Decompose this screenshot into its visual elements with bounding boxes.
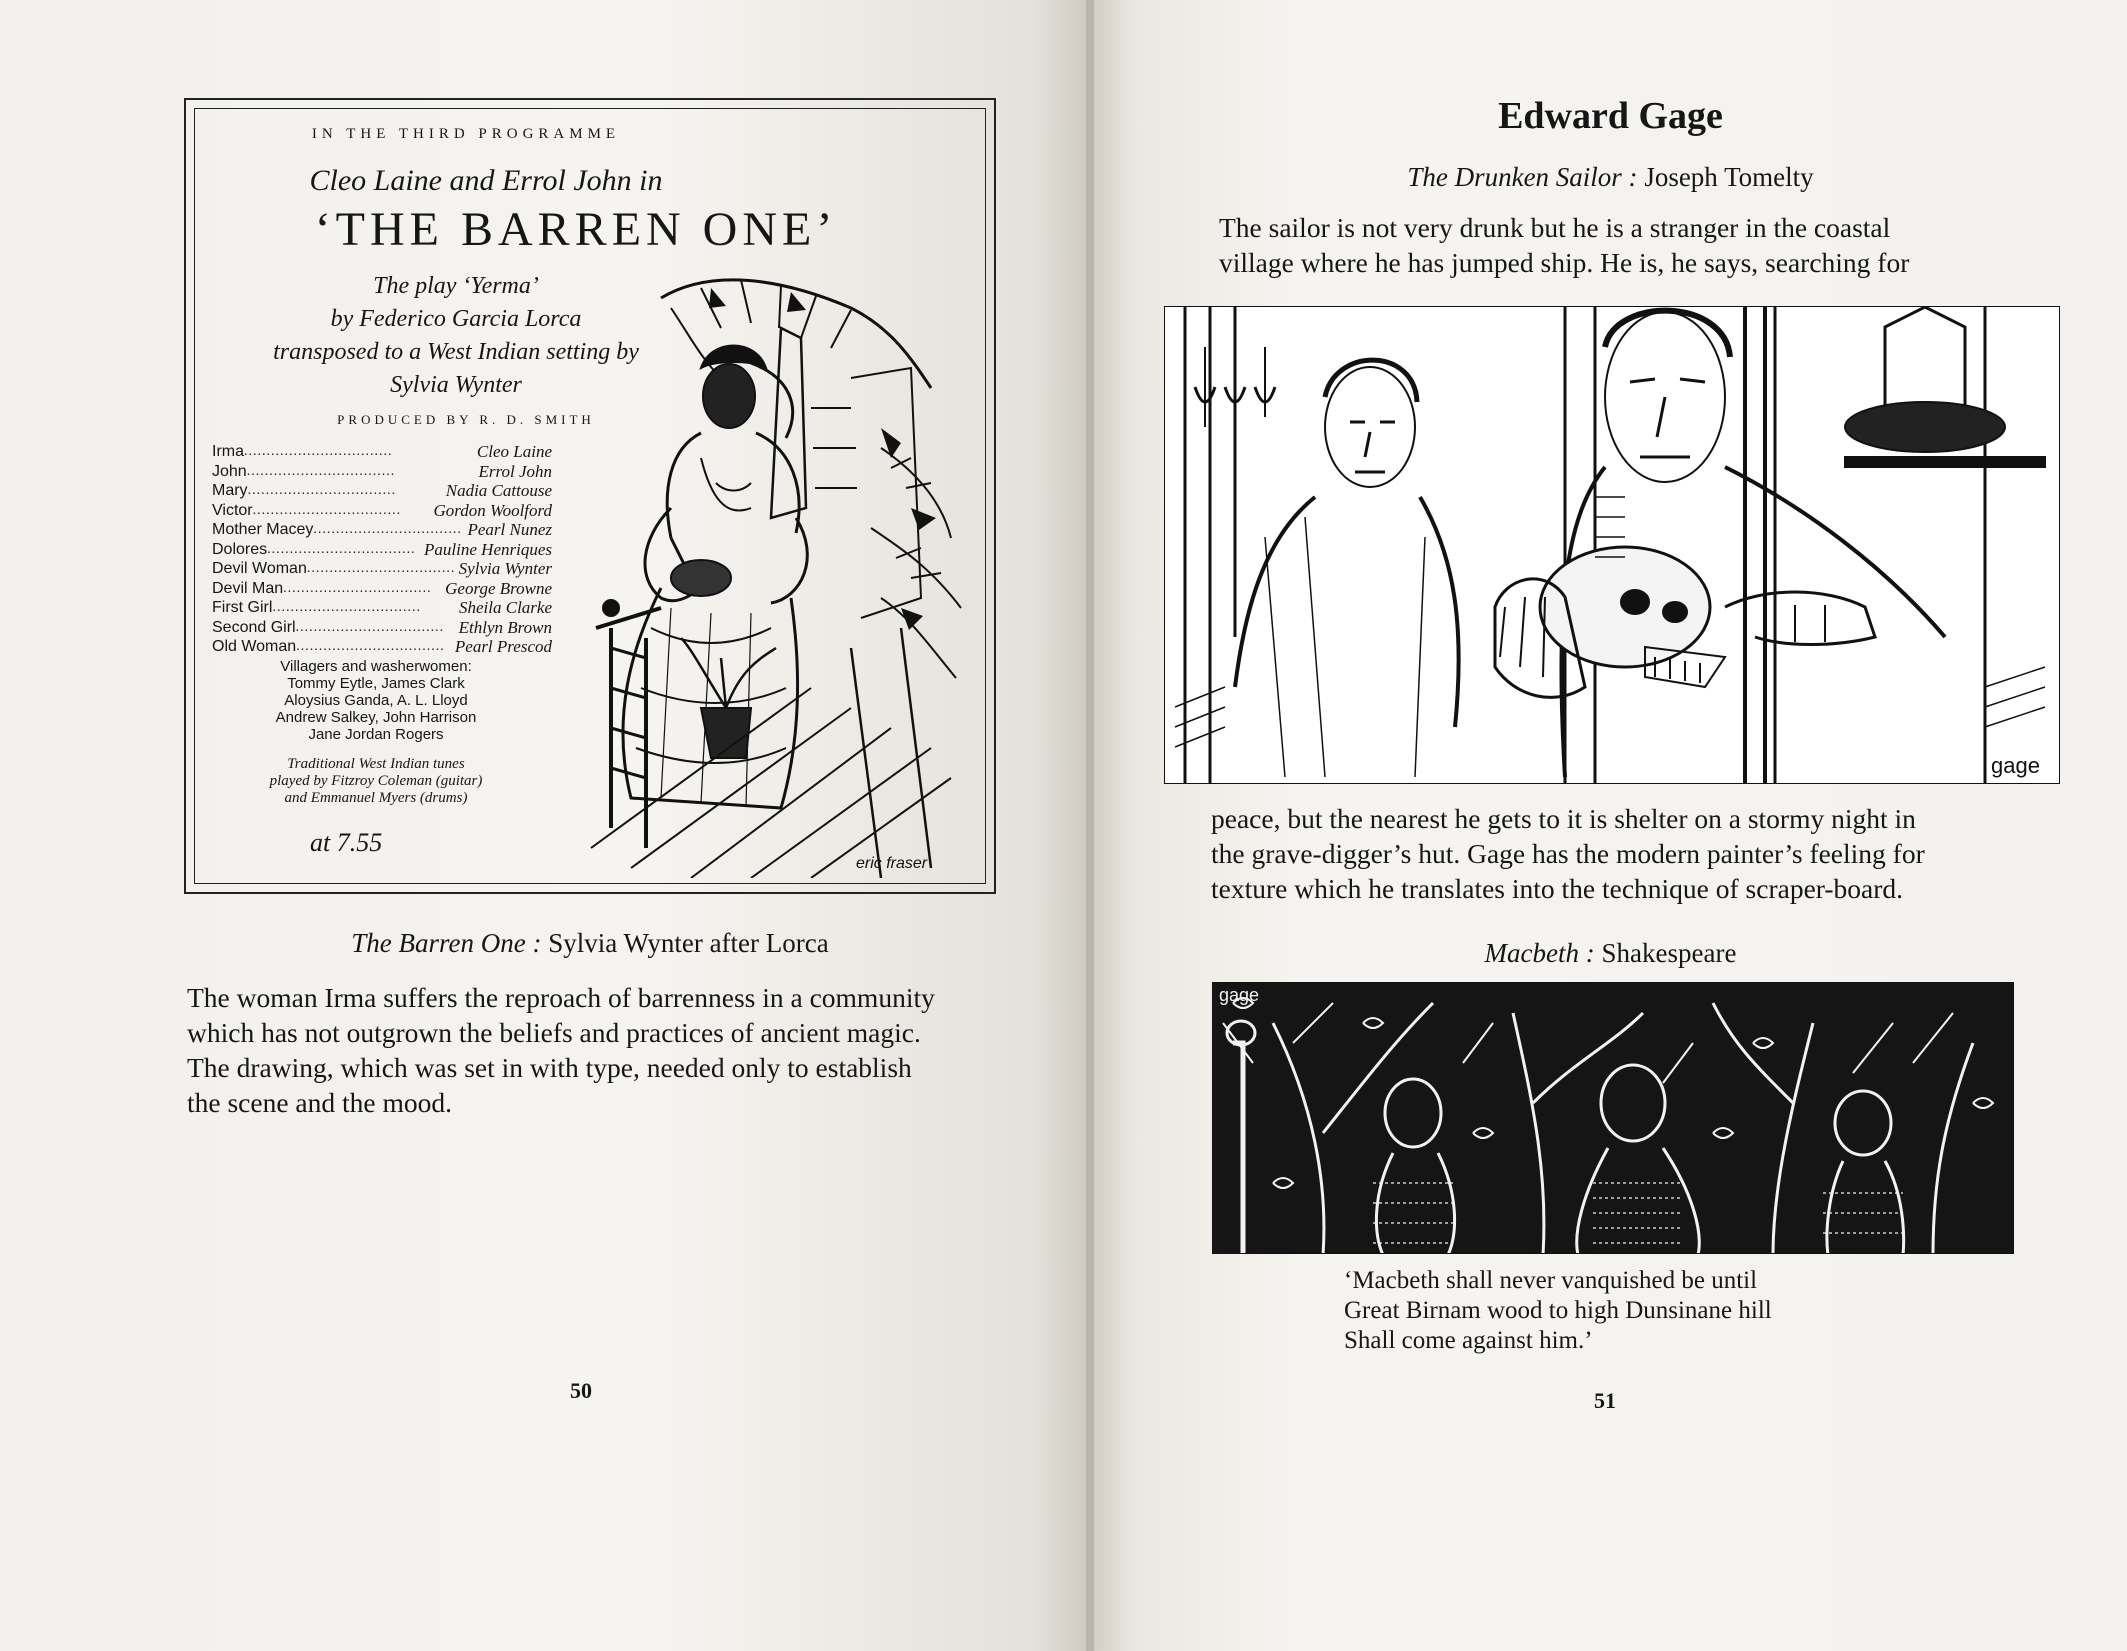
barren-one-illustration bbox=[551, 268, 971, 878]
cast-actor: Sylvia Wynter bbox=[458, 559, 552, 578]
left-caption-title: The Barren One : bbox=[351, 928, 542, 958]
cast-actor: George Browne bbox=[445, 578, 552, 598]
drunken-sailor-caption-credit: Joseph Tomelty bbox=[1637, 162, 1814, 192]
macbeth-signature: gage bbox=[1219, 985, 1260, 1005]
drunken-sailor-signature: gage bbox=[1991, 753, 2040, 778]
cast-actor: Pauline Henriques bbox=[424, 539, 552, 559]
right-para-2 bbox=[1211, 801, 2019, 906]
macbeth-illustration bbox=[1212, 982, 2014, 1254]
cast-list bbox=[212, 442, 552, 657]
cast-row: Mother Macey ................................. Pearl Nunez bbox=[212, 520, 552, 539]
right-para-2-line: texture which he translates into the technique of scraper-board. bbox=[1211, 873, 1904, 904]
book-gutter bbox=[1086, 0, 1094, 1651]
right-para-2-line: peace, but the nearest he gets to it is shelter on a stormy night in bbox=[1211, 803, 1916, 834]
cast-row: Old Woman ................................. Pearl Prescod bbox=[212, 637, 552, 656]
cast-row: John ................................. Errol John bbox=[212, 461, 552, 481]
cast-actor: Pearl Nunez bbox=[467, 520, 552, 539]
advert-play-line: by Federico Garcia Lorca bbox=[330, 306, 582, 332]
quote-line: Shall come against him.’ bbox=[1344, 1327, 1593, 1354]
advert-play-line: The play ‘Yerma’ bbox=[373, 273, 539, 299]
cast-role: First Girl bbox=[212, 599, 273, 616]
left-caption-credit: Sylvia Wynter after Lorca bbox=[541, 928, 829, 958]
left-body-line: The drawing, which was set in with type, needed only to establish bbox=[187, 1052, 912, 1083]
cast-row: Dolores ................................. Pauline Henriques bbox=[212, 539, 552, 559]
left-body-paragraph bbox=[187, 980, 989, 1120]
villagers-line: Andrew Salkey, John Harrison bbox=[275, 709, 477, 726]
radio-advert bbox=[184, 98, 996, 894]
left-body-line: the scene and the mood. bbox=[187, 1087, 452, 1118]
cast-actor: Gordon Woolford bbox=[433, 500, 552, 520]
cast-role: Victor bbox=[212, 501, 253, 519]
cast-actor: Errol John bbox=[478, 461, 552, 481]
villagers-credit bbox=[206, 658, 546, 743]
left-page-number: 50 bbox=[570, 1378, 592, 1403]
cast-row: Irma ................................. Cleo Laine bbox=[212, 442, 552, 461]
macbeth-quote bbox=[1344, 1266, 1772, 1356]
left-caption bbox=[184, 928, 996, 959]
cast-row: Devil Man ................................. George Browne bbox=[212, 578, 552, 598]
music-line: Traditional West Indian tunes bbox=[287, 756, 465, 772]
cast-role: Mary bbox=[212, 482, 248, 499]
cast-row: Devil Woman ................................. Sylvia Wynter bbox=[212, 559, 552, 578]
music-credit bbox=[206, 756, 546, 807]
cast-actor: Sheila Clarke bbox=[458, 598, 552, 617]
cast-row: Mary ................................. Nadia Cattouse bbox=[212, 481, 552, 500]
villagers-line: Tommy Eytle, James Clark bbox=[287, 675, 465, 692]
advert-producer: PRODUCED BY R. D. SMITH bbox=[337, 412, 595, 427]
cast-role: Mother Macey bbox=[212, 521, 314, 538]
drunken-sailor-illustration bbox=[1164, 306, 2060, 784]
cast-role: Devil Man bbox=[212, 579, 284, 597]
advert-play-line: Sylvia Wynter bbox=[390, 372, 522, 398]
cast-row: Second Girl ................................. Ethlyn Brown bbox=[212, 617, 552, 637]
cast-actor: Pearl Prescod bbox=[454, 637, 552, 656]
right-para-1 bbox=[1219, 210, 2019, 280]
cast-role: Devil Woman bbox=[212, 560, 307, 577]
broadcast-time: at 7.55 bbox=[310, 828, 383, 857]
left-body-line: The woman Irma suffers the reproach of barrenness in a community bbox=[187, 982, 935, 1013]
macbeth-caption bbox=[1094, 938, 2127, 969]
cast-row: Victor ................................. Gordon Woolford bbox=[212, 500, 552, 520]
drunken-sailor-caption bbox=[1094, 162, 2127, 193]
cast-actor: Ethlyn Brown bbox=[458, 617, 552, 637]
artist-signature: eric fraser bbox=[856, 855, 928, 872]
left-body-line: which has not outgrown the beliefs and practices of ancient magic. bbox=[187, 1017, 921, 1048]
advert-kicker: IN THE THIRD PROGRAMME bbox=[311, 126, 621, 142]
right-para-2-line: the grave-digger’s hut. Gage has the modern painter’s feeling for bbox=[1211, 838, 1925, 869]
cast-role: John bbox=[212, 462, 247, 480]
villagers-line: Villagers and washerwomen: bbox=[280, 658, 472, 675]
drunken-sailor-artwork bbox=[1165, 307, 2060, 784]
cast-role: Irma bbox=[212, 443, 244, 460]
macbeth-caption-title: Macbeth : bbox=[1484, 938, 1595, 968]
advert-title: ‘THE BARREN ONE’ bbox=[314, 203, 838, 256]
cast-actor: Cleo Laine bbox=[476, 442, 552, 461]
quote-line: Great Birnam wood to high Dunsinane hill bbox=[1344, 1297, 1772, 1324]
macbeth-artwork bbox=[1213, 983, 2014, 1254]
cast-role: Second Girl bbox=[212, 618, 296, 636]
cast-actor: Nadia Cattouse bbox=[445, 481, 552, 500]
cast-role: Dolores bbox=[212, 540, 268, 558]
cast-row: First Girl ................................. Sheila Clarke bbox=[212, 598, 552, 617]
right-page-number: 51 bbox=[1594, 1388, 1616, 1413]
drunken-sailor-caption-title: The Drunken Sailor : bbox=[1407, 162, 1638, 192]
macbeth-caption-credit: Shakespeare bbox=[1594, 938, 1737, 968]
page-heading: Edward Gage bbox=[1498, 95, 1723, 137]
right-para-1-line: village where he has jumped ship. He is, he says, searching for bbox=[1219, 247, 1910, 278]
quote-line: ‘Macbeth shall never vanquished be until bbox=[1344, 1267, 1758, 1294]
villagers-line: Jane Jordan Rogers bbox=[308, 726, 444, 743]
villagers-line: Aloysius Ganda, A. L. Lloyd bbox=[284, 692, 468, 709]
cast-role: Old Woman bbox=[212, 638, 297, 655]
music-line: and Emmanuel Myers (drums) bbox=[284, 790, 468, 806]
music-line: played by Fitzroy Coleman (guitar) bbox=[269, 773, 483, 789]
advert-stars: Cleo Laine and Errol John in bbox=[309, 164, 663, 197]
right-para-1-line: The sailor is not very drunk but he is a stranger in the coastal bbox=[1219, 212, 1891, 243]
advert-play-line: transposed to a West Indian setting by bbox=[273, 339, 639, 365]
